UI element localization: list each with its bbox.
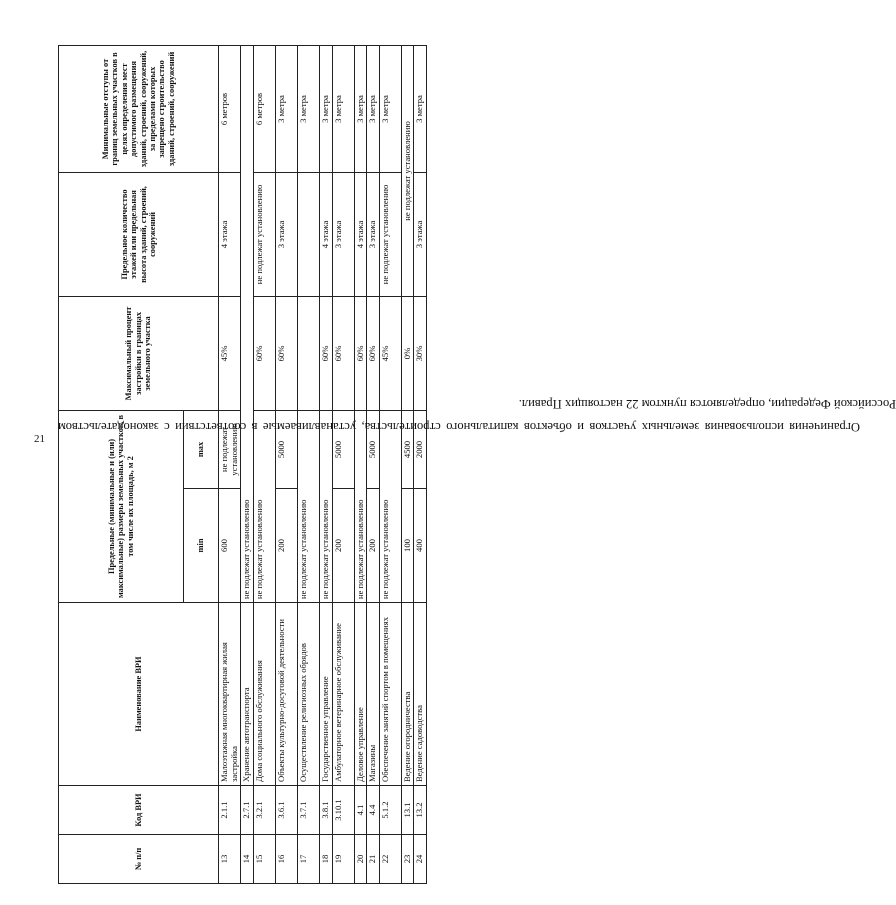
cell-code: 3.8.1 bbox=[319, 786, 332, 835]
cell-name: Осуществление религиозных обрядов bbox=[297, 603, 319, 786]
header-sizes: Предельные (минимальные и (или) максимальные) размеры земельных участков, в том числе их площадь, м 2 bbox=[59, 410, 184, 602]
cell-min: 100 bbox=[401, 489, 414, 603]
table-row bbox=[414, 45, 427, 883]
cell-min: 400 bbox=[414, 489, 427, 603]
cell-percent: 45% bbox=[219, 296, 241, 410]
cell-no: 16 bbox=[275, 835, 297, 884]
cell-setback: 6 метров bbox=[219, 45, 241, 172]
header-name: Наименование ВРИ bbox=[59, 603, 219, 786]
cell-no: 15 bbox=[253, 835, 275, 884]
cell-max: 5000 bbox=[275, 410, 297, 488]
cell-name: Государственное управление bbox=[319, 603, 332, 786]
cell-floors: 4 этажа bbox=[319, 172, 332, 296]
cell-floors: 3 этажа bbox=[367, 172, 380, 296]
cell-floors: не подлежат установлению bbox=[253, 172, 275, 296]
cell-setback: 3 метра bbox=[275, 45, 297, 172]
cell-code: 3.7.1 bbox=[297, 786, 319, 835]
cell-no: 14 bbox=[241, 835, 254, 884]
cell-name: Обеспечение занятий спортом в помещениях bbox=[379, 603, 401, 786]
cell-minmax: не подлежат установлению bbox=[319, 410, 332, 602]
cell-floors bbox=[297, 172, 319, 296]
cell-name: Деловое управление bbox=[354, 603, 367, 786]
cell-max: не подлежат установлению bbox=[219, 410, 241, 488]
cell-setback: 3 метра bbox=[297, 45, 319, 172]
cell-code: 2.1.1 bbox=[219, 786, 241, 835]
cell-max: 5000 bbox=[367, 410, 380, 488]
header-min: min bbox=[184, 489, 219, 603]
cell-code: 3.2.1 bbox=[253, 786, 275, 835]
cell-percent: 60% bbox=[319, 296, 332, 410]
cell-percent: 60% bbox=[354, 296, 367, 410]
table-row bbox=[332, 45, 354, 883]
cell-floors-setback: не подлежат установлению bbox=[401, 45, 414, 296]
cell-floors: 3 этажа bbox=[275, 172, 297, 296]
cell-setback: 6 метров bbox=[253, 45, 275, 172]
table-row bbox=[219, 45, 241, 883]
table-row bbox=[319, 45, 332, 883]
cell-no: 24 bbox=[414, 835, 427, 884]
cell-no: 20 bbox=[354, 835, 367, 884]
table-row bbox=[379, 45, 401, 883]
cell-no: 18 bbox=[319, 835, 332, 884]
cell-min: 600 bbox=[219, 489, 241, 603]
note-paragraph: Ограничения использования земельных участков и объектов капитального строительства, устанавливаемые в соответствии с законодательством Российской Федерации, определяются пунктом 22 настоящих Правил. bbox=[58, 397, 896, 434]
cell-code: 3.10.1 bbox=[332, 786, 354, 835]
cell-min: 200 bbox=[275, 489, 297, 603]
cell-code: 3.6.1 bbox=[275, 786, 297, 835]
table-row bbox=[253, 45, 275, 883]
cell-min: 200 bbox=[332, 489, 354, 603]
cell-percent: 0% bbox=[401, 296, 414, 410]
cell-percent: 60% bbox=[253, 296, 275, 410]
cell-name: Дома социального обслуживания bbox=[253, 603, 275, 786]
cell-min: 200 bbox=[367, 489, 380, 603]
cell-floors: 3 этажа bbox=[332, 172, 354, 296]
note-paragraph-container bbox=[58, 366, 896, 438]
table-row bbox=[275, 45, 297, 883]
cell-percent: 60% bbox=[367, 296, 380, 410]
cell-name: Ведение огородничества bbox=[401, 603, 414, 786]
cell-code: 13.2 bbox=[414, 786, 427, 835]
cell-minmax: не подлежат установлению bbox=[297, 410, 319, 602]
table-row bbox=[297, 45, 319, 883]
cell-max: 5000 bbox=[332, 410, 354, 488]
header-percent: Максимальный процент застройки в границах земельного участка bbox=[59, 296, 219, 410]
rotated-page-content bbox=[58, 46, 896, 884]
page-number: 21 bbox=[34, 433, 45, 445]
cell-name: Магазины bbox=[367, 603, 380, 786]
header-code: Код ВРИ bbox=[59, 786, 219, 835]
cell-name: Малоэтажная многоквартирная жилая застройка bbox=[219, 603, 241, 786]
cell-name: Ведение садоводства bbox=[414, 603, 427, 786]
table-row bbox=[354, 45, 367, 883]
cell-max: 2000 bbox=[414, 410, 427, 488]
cell-setback: 3 метра bbox=[379, 45, 401, 172]
cell-no: 22 bbox=[379, 835, 401, 884]
cell-no: 17 bbox=[297, 835, 319, 884]
cell-setback: 3 метра bbox=[319, 45, 332, 172]
cell-floors: 4 этажа bbox=[354, 172, 367, 296]
cell-floors: 4 этажа bbox=[219, 172, 241, 296]
cell-minmax: не подлежат установлению bbox=[253, 410, 275, 602]
cell-no: 21 bbox=[367, 835, 380, 884]
cell-minmax: не подлежат установлению bbox=[354, 410, 367, 602]
cell-code: 4.4 bbox=[367, 786, 380, 835]
cell-max: 4500 bbox=[401, 410, 414, 488]
cell-floors: не подлежат установлению bbox=[379, 172, 401, 296]
header-max: max bbox=[184, 410, 219, 488]
cell-name: Хранение автотранспорта bbox=[241, 603, 254, 786]
cell-no: 19 bbox=[332, 835, 354, 884]
cell-percent: 45% bbox=[379, 296, 401, 410]
cell-code: 2.7.1 bbox=[241, 786, 254, 835]
table-row bbox=[367, 45, 380, 883]
header-setback: Минимальные отступы от границ земельных участков в целях определения мест допустимого размещения зданий, строений, сооружений, за пределами которых запрещено строительство зданий, строений, сооружений bbox=[59, 45, 219, 172]
cell-minmax: не подлежат установлению bbox=[379, 410, 401, 602]
cell-percent: 60% bbox=[332, 296, 354, 410]
cell-code: 5.1.2 bbox=[379, 786, 401, 835]
cell-floors: 3 этажа bbox=[414, 172, 427, 296]
cell-setback: 3 метра bbox=[367, 45, 380, 172]
cell-merged: не подлежат установлению bbox=[241, 45, 254, 602]
cell-percent: 30% bbox=[414, 296, 427, 410]
cell-setback: 3 метра bbox=[414, 45, 427, 172]
cell-code: 4.1 bbox=[354, 786, 367, 835]
cell-code: 13.1 bbox=[401, 786, 414, 835]
table-row bbox=[241, 45, 254, 883]
header-floors: Предельное количество этажей или предельная высота зданий, строений, сооружений bbox=[59, 172, 219, 296]
cell-setback: 3 метра bbox=[332, 45, 354, 172]
header-no: № п/п bbox=[59, 835, 219, 884]
cell-percent: 60% bbox=[275, 296, 297, 410]
table-row bbox=[401, 45, 414, 883]
cell-name: Амбулаторное ветеринарное обслуживание bbox=[332, 603, 354, 786]
cell-name: Объекты культурно-досуговой деятельности bbox=[275, 603, 297, 786]
cell-no: 13 bbox=[219, 835, 241, 884]
cell-no: 23 bbox=[401, 835, 414, 884]
cell-setback: 3 метра bbox=[354, 45, 367, 172]
vri-parameters-table bbox=[58, 45, 427, 884]
